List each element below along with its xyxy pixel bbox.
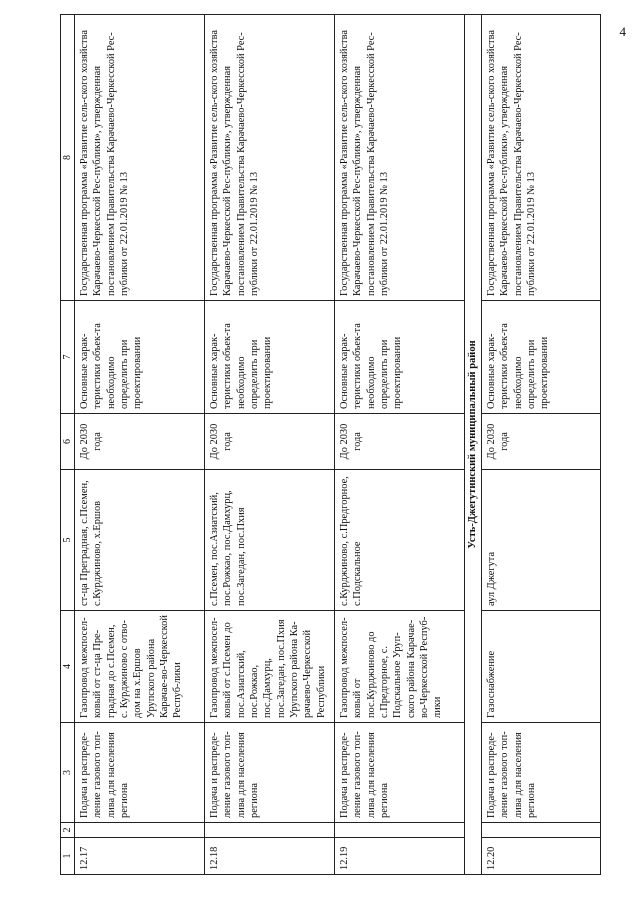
row-location: ст-ца Преградная, с.Псемен, с.Курджиново, х.Ершов: [75, 470, 205, 611]
row-col2: [205, 823, 335, 838]
row-col2: [75, 823, 205, 838]
table-row: [75, 15, 205, 875]
row-deadline: До 2030 года: [75, 414, 205, 470]
row-object: Газоснабжение: [482, 611, 601, 723]
row-location: с.Курджиново, с.Предгорное, с.Подскальное: [335, 470, 465, 611]
row-deadline: До 2030 года: [482, 414, 601, 470]
table-row: [335, 15, 465, 875]
region-row: [465, 15, 482, 875]
row-col2: [482, 823, 601, 838]
column-header: 6: [61, 414, 75, 470]
row-basis: Государственная программа «Развитие сель-ского хозяйства Карачаево-Черкесской Рес-публики», утвержденная постановлением Правительства Карачаево-Черкесской Рес-публики от 22.01.2019 № 13: [482, 15, 601, 301]
row-purpose: Подача и распреде-ление газового топ-лива для населения региона: [205, 723, 335, 823]
table-row: [205, 15, 335, 875]
row-basis: Государственная программа «Развитие сель-ского хозяйства Карачаево-Черкесской Рес-публики», утвержденная постановлением Правительства Карачаево-Черкесской Рес-публики от 22.01.2019 № 13: [205, 15, 335, 301]
row-object: Газопровод межпосел-ковый от с.Псемен до пос.Азиатский, пос.Рожкао, пос.Дамхурц, пос.Загедан, пос.Пхия Урупского района Ка-рачаево-Черкесской Республики: [205, 611, 335, 723]
row-number: 12.20: [482, 838, 601, 875]
table-row: [482, 15, 601, 875]
column-header: 1: [61, 838, 75, 875]
row-number: 12.19: [335, 838, 465, 875]
row-number: 12.18: [205, 838, 335, 875]
row-location: с.Псемен, пос.Азиатский, пос.Рожкао, пос.Дамхурц, пос.Загедан, пос.Пхия: [205, 470, 335, 611]
column-header: 2: [61, 823, 75, 838]
row-location: аул Джегута: [482, 470, 601, 611]
row-object: Газопровод межпосел-ковый от ст-ца Пре-градная до с.Псемен, с. Курджиново с отво-дом на х.Ершов Урупского района Карачае-во-Черкесской Респуб-лики: [75, 611, 205, 723]
row-characteristics: Основные харак-теристики объек-та необходимо определить при проектировании: [335, 301, 465, 414]
column-header: 7: [61, 301, 75, 414]
row-object: Газопровод межпосел-ковый от пос.Курджиново до с.Предгорное, с. Подскальное Уруп-ского района Карачае-во-Черкесской Респуб-лики: [335, 611, 465, 723]
page-number: 4: [619, 24, 626, 39]
column-header: 5: [61, 470, 75, 611]
row-col2: [335, 823, 465, 838]
row-purpose: Подача и распреде-ление газового топ-лива для населения региона: [335, 723, 465, 823]
row-basis: Государственная программа «Развитие сель-ского хозяйства Карачаево-Черкесской Рес-публики», утвержденная постановлением Правительства Карачаево-Черкесской Рес-публики от 22.01.2019 № 13: [335, 15, 465, 301]
column-header: 4: [61, 611, 75, 723]
column-header: 8: [61, 15, 75, 301]
row-characteristics: Основные харак-теристики объек-та необходимо определить при проектировании: [482, 301, 601, 414]
row-purpose: Подача и распреде-ление газового топ-лива для населения региона: [75, 723, 205, 823]
rotated-table-container: [60, 15, 615, 875]
objects-table: [60, 14, 601, 875]
row-characteristics: Основные харак-теристики объек-та необходимо определить при проектировании: [205, 301, 335, 414]
row-deadline: До 2030 года: [205, 414, 335, 470]
column-number-row: [61, 15, 75, 875]
row-characteristics: Основные харак-теристики объек-та необходимо определить при проектировании: [75, 301, 205, 414]
row-deadline: До 2030 года: [335, 414, 465, 470]
row-number: 12.17: [75, 838, 205, 875]
region-title: Усть-Джегутинский муниципальный район: [465, 15, 482, 875]
column-header: 3: [61, 723, 75, 823]
row-basis: Государственная программа «Развитие сель-ского хозяйства Карачаево-Черкесской Рес-публики», утвержденная постановлением Правительства Карачаево-Черкесской Рес-публики от 22.01.2019 № 13: [75, 15, 205, 301]
row-purpose: Подача и распреде-ление газового топ-лива для населения региона: [482, 723, 601, 823]
